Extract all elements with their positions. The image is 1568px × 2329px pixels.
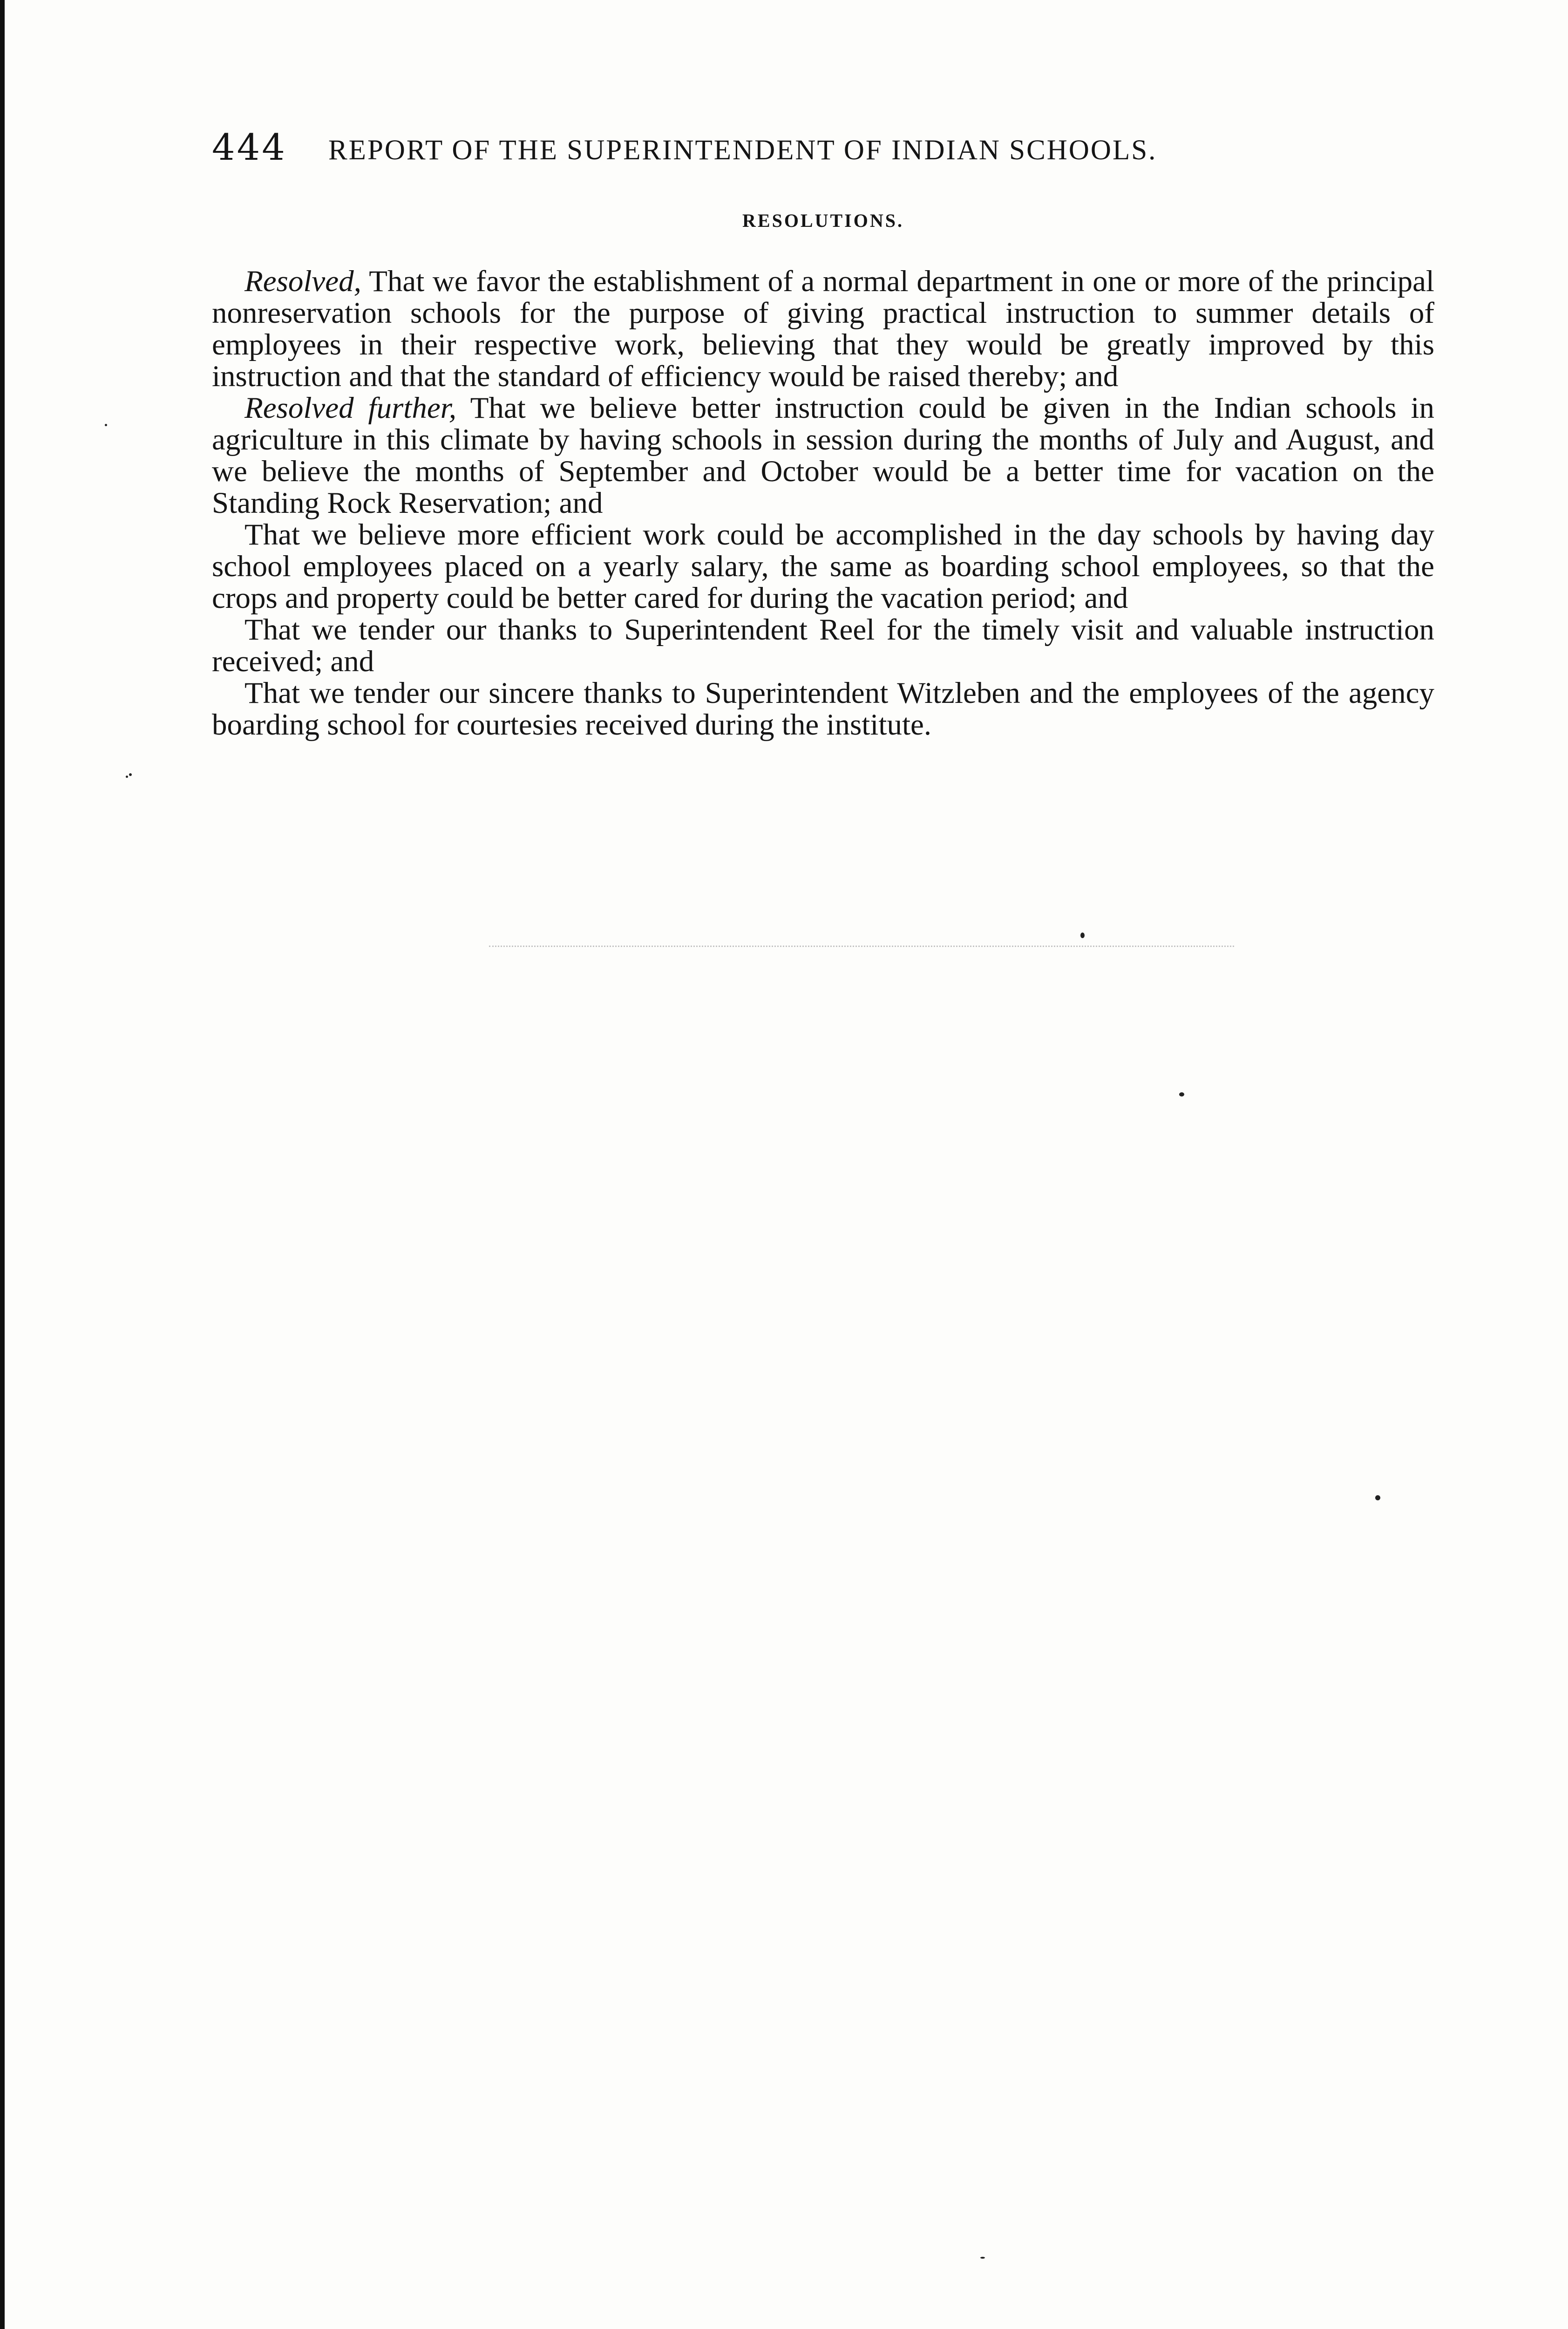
page-number: 444 [212, 127, 287, 169]
resolutions-body [212, 266, 1434, 741]
paragraph [212, 614, 1434, 677]
paragraph-lead: Resolved further, [244, 391, 457, 425]
paragraph [212, 392, 1434, 519]
paragraph [212, 519, 1434, 614]
paragraph-text: That we believe better instruction could be given in the Indian schools in agriculture in this climate by having schools in session during the months of July and August, and we believe the months of September and October would be a better time for vacation on the Standing Rock Reservation; and [212, 391, 1434, 520]
paragraph [212, 266, 1434, 392]
scan-speck [126, 776, 128, 778]
scan-edge [0, 0, 5, 2329]
running-title: REPORT OF THE SUPERINTENDENT OF INDIAN SCHOOLS. [328, 135, 1157, 166]
section-heading: RESOLUTIONS. [742, 210, 904, 231]
paragraph-text: That we tender our thanks to Superintendent Reel for the timely visit and valuable instruction received; and [212, 613, 1434, 678]
scan-speck [129, 773, 132, 776]
scan-speck [1179, 1092, 1184, 1096]
scan-speck [980, 2257, 985, 2259]
paragraph-text: That we tender our sincere thanks to Superintendent Witzleben and the employees of the agency boarding school for courtesies received during the institute. [212, 676, 1434, 742]
scan-speck [1375, 1495, 1380, 1500]
faint-rule [489, 946, 1234, 947]
paragraph-text: That we believe more efficient work could be accomplished in the day schools by having day school employees placed on a yearly salary, the same as boarding school employees, so that the crops and property could be better cared for during the vacation period; and [212, 518, 1434, 615]
paragraph-text: That we favor the establishment of a normal department in one or more of the principal nonreservation schools for the purpose of giving practical instruction to summer details of employees in their respective work, believing that they would be greatly improved by this instruction and that the standard of efficiency would be raised thereby; and [212, 265, 1434, 393]
running-head [212, 122, 1362, 173]
paragraph-lead: Resolved, [244, 265, 361, 298]
scan-speck [1080, 933, 1085, 938]
scan-speck [105, 424, 107, 426]
paragraph [212, 677, 1434, 741]
